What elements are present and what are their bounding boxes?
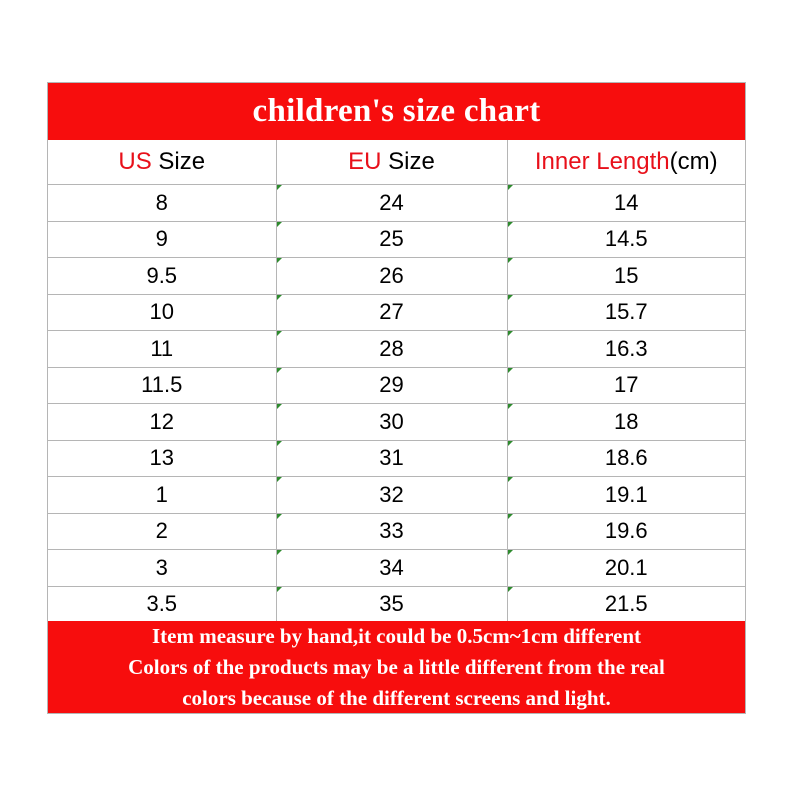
cell-marker [508,185,513,190]
cell-us: 3.5 [48,586,276,623]
table-row [48,477,745,514]
cell-eu: 26 [276,258,507,295]
cell-us: 13 [48,440,276,477]
cell-length: 17 [507,367,745,404]
cell-length: 18.6 [507,440,745,477]
cell-us: 8 [48,185,276,222]
cell-marker [508,587,513,592]
cell-marker [508,404,513,409]
note-line: colors because of the different screens and light. [182,685,611,710]
cell-marker [277,404,282,409]
cell-length: 21.5 [507,586,745,623]
cell-marker [508,477,513,482]
table-row [48,586,745,623]
cell-us: 10 [48,294,276,331]
header-us-size: US Size [48,140,276,185]
cell-marker [277,258,282,263]
cell-marker [277,550,282,555]
size-table [48,140,745,623]
cell-length: 18 [507,404,745,441]
table-row [48,513,745,550]
table-row [48,258,745,295]
cell-length: 15 [507,258,745,295]
cell-marker [508,550,513,555]
cell-eu: 24 [276,185,507,222]
cell-marker [277,222,282,227]
header-inner-length: Inner Length(cm) [507,140,745,185]
cell-us: 1 [48,477,276,514]
cell-marker [277,441,282,446]
cell-marker [508,514,513,519]
cell-us: 2 [48,513,276,550]
cell-us: 12 [48,404,276,441]
table-row [48,185,745,222]
cell-eu: 34 [276,550,507,587]
cell-us: 9.5 [48,258,276,295]
cell-marker [277,185,282,190]
cell-marker [277,368,282,373]
table-row [48,331,745,368]
note-line: Item measure by hand,it could be 0.5cm~1cm different [151,623,642,648]
cell-marker [277,514,282,519]
cell-marker [277,295,282,300]
cell-eu: 32 [276,477,507,514]
cell-marker [277,477,282,482]
table-row [48,221,745,258]
cell-eu: 31 [276,440,507,477]
table-row [48,404,745,441]
disclaimer-note [48,621,745,713]
cell-eu: 30 [276,404,507,441]
cell-length: 16.3 [507,331,745,368]
cell-length: 15.7 [507,294,745,331]
cell-eu: 28 [276,331,507,368]
table-row [48,440,745,477]
header-eu-size: EU Size [276,140,507,185]
cell-length: 19.6 [507,513,745,550]
cell-eu: 27 [276,294,507,331]
cell-marker [508,222,513,227]
table-row [48,367,745,404]
cell-marker [508,331,513,336]
table-row [48,294,745,331]
cell-length: 20.1 [507,550,745,587]
cell-marker [277,587,282,592]
cell-marker [508,258,513,263]
chart-title: children's size chart [48,83,745,140]
cell-marker [508,441,513,446]
note-line: Colors of the products may be a little different from the real [128,654,665,679]
cell-marker [508,368,513,373]
table-row [48,550,745,587]
cell-us: 11.5 [48,367,276,404]
header-row [48,140,745,185]
cell-marker [277,331,282,336]
cell-eu: 29 [276,367,507,404]
cell-eu: 35 [276,586,507,623]
cell-us: 11 [48,331,276,368]
cell-us: 9 [48,221,276,258]
cell-length: 14.5 [507,221,745,258]
cell-eu: 25 [276,221,507,258]
cell-marker [508,295,513,300]
cell-eu: 33 [276,513,507,550]
cell-length: 19.1 [507,477,745,514]
size-chart [47,82,746,714]
cell-length: 14 [507,185,745,222]
cell-us: 3 [48,550,276,587]
